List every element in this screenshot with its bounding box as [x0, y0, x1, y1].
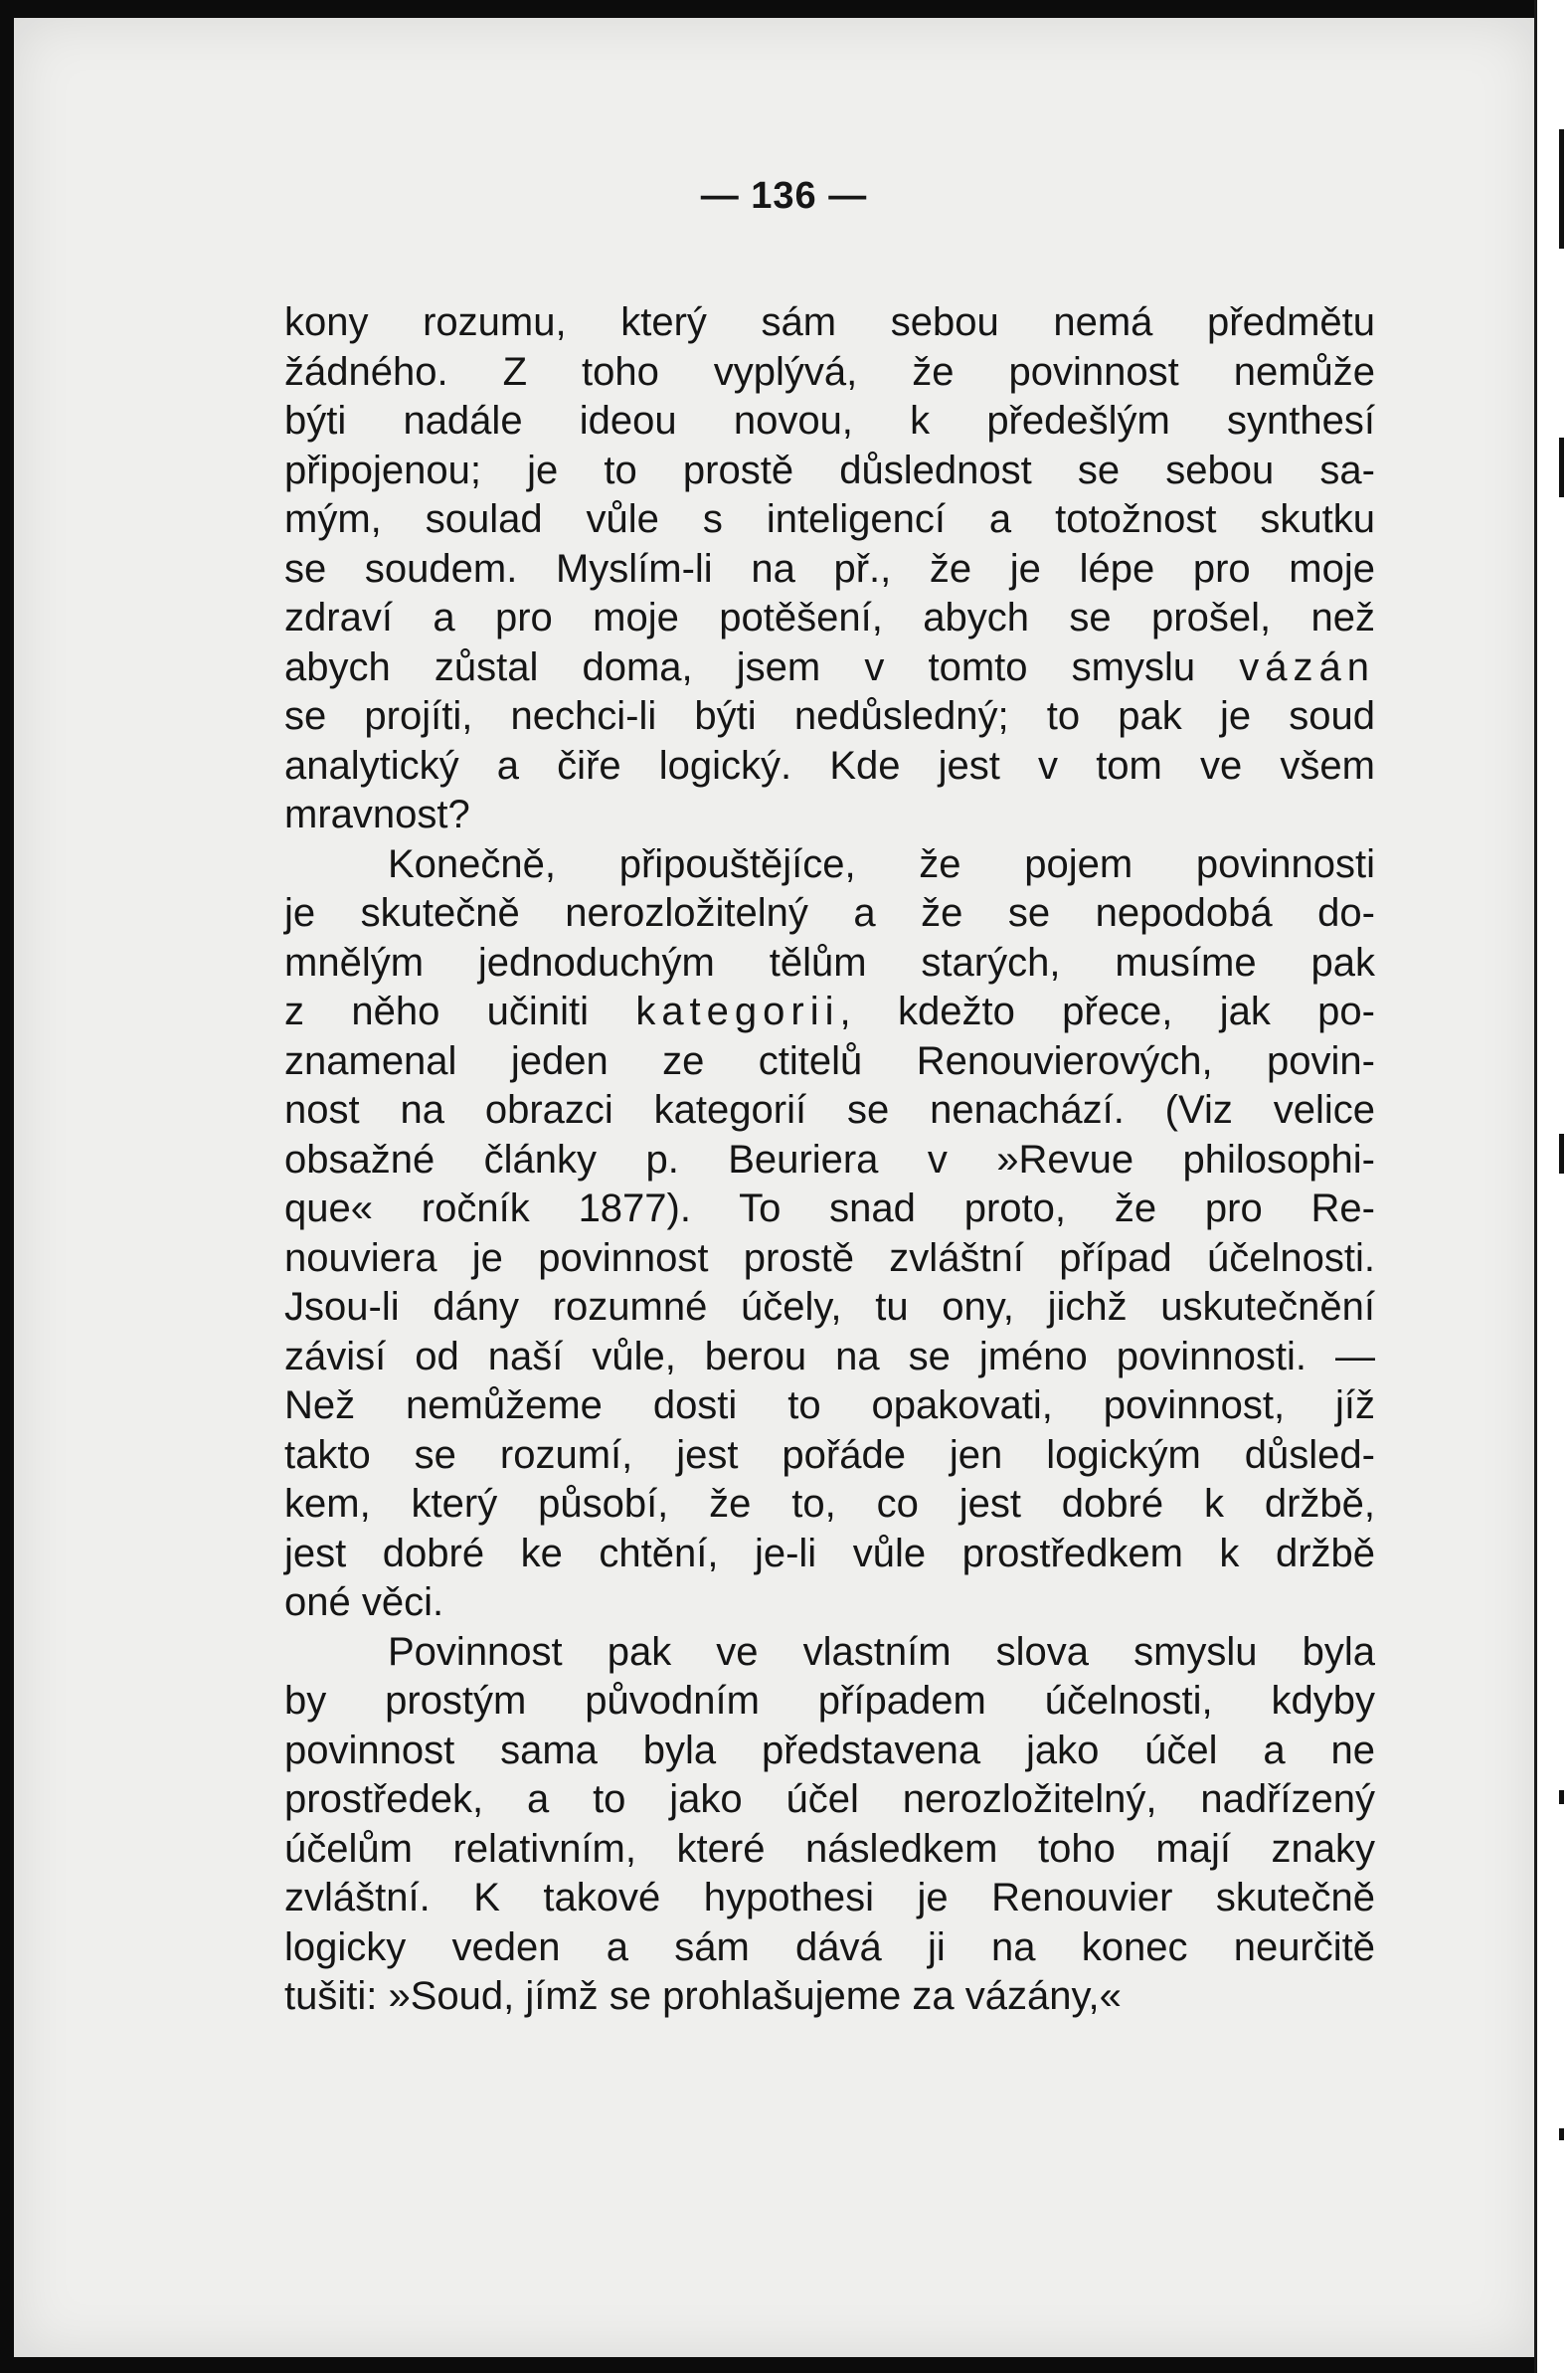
- text-line: [284, 692, 1375, 742]
- text-line: [284, 1825, 1375, 1875]
- text-line: [284, 1530, 1375, 1579]
- text-line: [284, 1923, 1375, 1973]
- text-line: [284, 447, 1375, 496]
- line-segment: jest dobré ke chtění, je-li vůle prostředkem k držbě: [284, 1531, 1375, 1575]
- line-segment: znamenal jeden ze ctitelů Renouvierových, povin-: [284, 1038, 1375, 1083]
- text-line: [284, 1086, 1375, 1136]
- line-segment: zdraví a pro moje potěšení, abych se prošel, než: [284, 596, 1375, 639]
- line-segment: oné věci.: [284, 1580, 444, 1624]
- line-segment: analytický a čiře logický. Kde jest v tom ve všem: [284, 743, 1375, 788]
- line-segment: takto se rozumí, jest pořáde jen logickým důsled-: [284, 1432, 1375, 1477]
- edge-mark: [1559, 438, 1564, 497]
- line-segment: zvláštní. K takové hypothesi je Renouvier skutečně: [284, 1876, 1375, 1919]
- line-segment: obsažné články p. Beuriera v »Revue philosophi-: [284, 1137, 1375, 1182]
- line-segment: nost na obrazci kategorií se nenachází. (Viz velice: [284, 1088, 1375, 1132]
- text-line: [284, 1972, 1375, 2022]
- page-number: — 136 —: [700, 175, 868, 217]
- line-segment: se soudem. Myslím-li na př., že je lépe pro moje: [284, 546, 1375, 591]
- line-segment: Jsou-li dány rozumné účely, tu ony, jichž uskutečnění: [284, 1285, 1375, 1329]
- text-line: [284, 1578, 1375, 1628]
- emphasized-word: vázán: [1239, 644, 1375, 689]
- line-segment: mým, soulad vůle s inteligencí a totožnost skutku: [284, 497, 1375, 541]
- text-line: [284, 495, 1375, 545]
- line-segment: que« ročník 1877). To snad proto, že pro Re-: [284, 1186, 1375, 1230]
- line-segment: povinnost sama byla představena jako účel a ne: [284, 1728, 1375, 1772]
- line-segment: abych zůstal doma, jsem v tomto smyslu: [284, 644, 1240, 689]
- edge-mark: [1559, 1790, 1564, 1804]
- line-segment: logicky veden a sám dává ji na konec neurčitě: [284, 1924, 1375, 1969]
- text-line: [284, 1333, 1375, 1382]
- line-segment: závisí od naší vůle, berou na se jméno povinnosti. —: [284, 1334, 1375, 1378]
- paragraph: [284, 1628, 1375, 2022]
- text-line: [284, 545, 1375, 595]
- line-segment: z něho učiniti: [284, 990, 636, 1033]
- line-segment: Než nemůžeme dosti to opakovati, povinnost, jíž: [284, 1383, 1375, 1427]
- line-segment: , kdežto přece, jak po-: [839, 990, 1375, 1033]
- text-line: [284, 1628, 1375, 1678]
- text-line: [284, 298, 1375, 348]
- text-line: [284, 1480, 1375, 1530]
- text-line: [284, 791, 1375, 840]
- body-text: [284, 298, 1375, 2022]
- text-line: [284, 1185, 1375, 1234]
- text-line: [284, 1136, 1375, 1186]
- text-line: [284, 742, 1375, 792]
- line-segment: býti nadále ideou novou, k předešlým synthesí: [284, 399, 1375, 443]
- line-segment: by prostým původním případem účelnosti, kdyby: [284, 1679, 1375, 1723]
- paragraph: [284, 840, 1375, 1628]
- text-line: [284, 988, 1375, 1037]
- text-line: [284, 348, 1375, 398]
- line-segment: je skutečně nerozložitelný a že se nepodobá do-: [284, 891, 1375, 935]
- text-line: [284, 643, 1375, 693]
- line-segment: mravnost?: [284, 793, 470, 836]
- text-line: [284, 1381, 1375, 1431]
- text-line: [284, 889, 1375, 939]
- paragraph: [284, 298, 1375, 840]
- text-line: [284, 939, 1375, 989]
- line-segment: účelům relativním, které následkem toho mají znaky: [284, 1826, 1375, 1871]
- line-segment: kony rozumu, který sám sebou nemá předmětu: [284, 300, 1375, 344]
- line-segment: nouviera je povinnost prostě zvláštní případ účelnosti.: [284, 1235, 1375, 1280]
- text-line: [284, 1677, 1375, 1727]
- line-segment: připojenou; je to prostě důslednost se sebou sa-: [284, 448, 1375, 492]
- text-line: [284, 1283, 1375, 1333]
- line-segment: kem, který působí, že to, co jest dobré k držbě,: [284, 1482, 1375, 1526]
- text-line: [284, 1874, 1375, 1923]
- edge-mark: [1559, 2128, 1564, 2140]
- line-segment: žádného. Z toho vyplývá, že povinnost nemůže: [284, 349, 1375, 394]
- text-line: [284, 1431, 1375, 1481]
- line-segment: prostředek, a to jako účel nerozložitelný, nadřízený: [284, 1777, 1375, 1821]
- line-segment: se projíti, nechci-li býti nedůsledný; to pak je soud: [284, 694, 1375, 738]
- line-segment: mnělým jednoduchým tělům starých, musíme pak: [284, 940, 1375, 985]
- page-edge-strip: [1534, 0, 1568, 2373]
- text-line: [284, 397, 1375, 447]
- line-segment: Konečně, připouštějíce, že pojem povinnosti: [388, 841, 1375, 886]
- text-line: [284, 1727, 1375, 1776]
- text-line: [284, 840, 1375, 890]
- text-line: [284, 594, 1375, 643]
- emphasized-word: kategorii: [635, 990, 840, 1033]
- line-segment: Povinnost pak ve vlastním slova smyslu byla: [388, 1629, 1375, 1674]
- edge-mark: [1559, 1134, 1564, 1174]
- text-line: [284, 1037, 1375, 1087]
- line-segment: tušiti: »Soud, jímž se prohlašujeme za vázány,«: [284, 1974, 1122, 2018]
- text-line: [284, 1775, 1375, 1825]
- text-line: [284, 1234, 1375, 1284]
